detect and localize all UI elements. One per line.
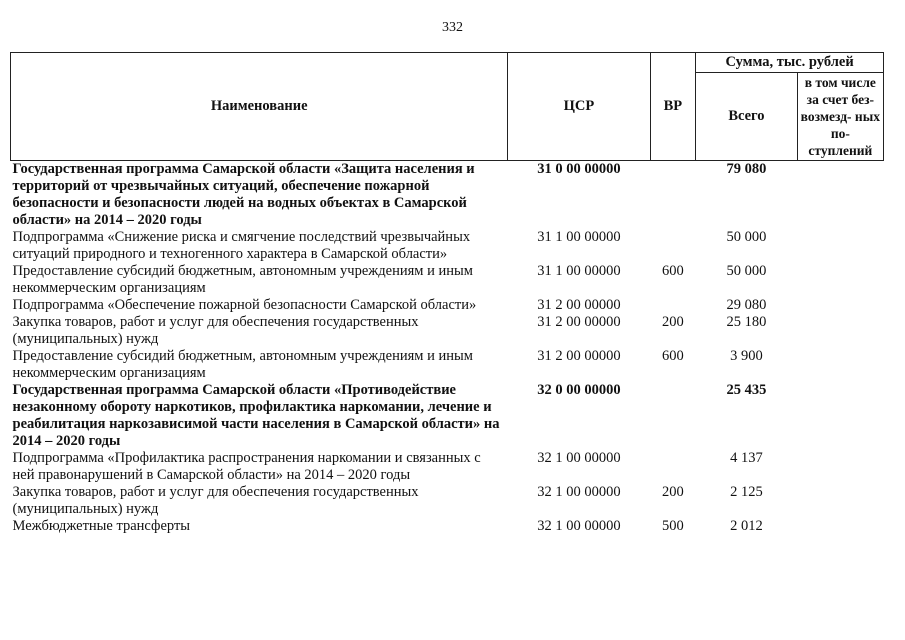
row-total: 3 900 (730, 348, 763, 364)
row-csr: 32 0 00 00000 (537, 382, 621, 398)
row-name: Предоставление субсидий бюджетным, автономным учреждениям и иным некоммерческим организациям (12, 348, 473, 381)
table-row (11, 484, 884, 518)
row-vr (650, 382, 696, 450)
row-total: 2 012 (730, 518, 763, 534)
budget-table (10, 52, 884, 535)
row-vr (650, 229, 696, 263)
row-total: 4 137 (730, 450, 763, 466)
row-vr (650, 450, 696, 484)
row-bez (797, 348, 883, 382)
row-total: 25 435 (726, 382, 767, 398)
row-name: Закупка товаров, работ и услуг для обеспечения государственных (муниципальных) нужд (12, 314, 419, 347)
table-row (11, 314, 884, 348)
page-number: 332 (442, 20, 463, 35)
row-csr: 31 1 00 00000 (537, 229, 621, 245)
row-csr: 31 1 00 00000 (537, 263, 621, 279)
row-name: Предоставление субсидий бюджетным, автономным учреждениям и иным некоммерческим организациям (12, 263, 473, 296)
row-bez (797, 484, 883, 518)
header-sum-group: Сумма, тыс. рублей (696, 53, 884, 73)
row-name: Межбюджетные трансферты (12, 518, 191, 534)
header-total: Всего (696, 73, 798, 161)
row-total: 79 080 (726, 161, 767, 177)
row-vr (650, 297, 696, 314)
row-vr (650, 161, 696, 230)
row-csr: 31 2 00 00000 (537, 297, 621, 313)
row-total: 2 125 (730, 484, 763, 500)
row-name: Подпрограмма «Снижение риска и смягчение последствий чрезвычайных ситуаций природного и техногенного характера в Самарской области» (12, 229, 471, 262)
row-name: Подпрограмма «Профилактика распространения наркомании и связанных с ней правонарушений в Самарской области» на 2014 – 2020 годы (12, 450, 481, 483)
row-name: Подпрограмма «Обеспечение пожарной безопасности Самарской области» (12, 297, 477, 313)
table-row (11, 348, 884, 382)
row-bez (797, 263, 883, 297)
table-row (11, 382, 884, 450)
table-body (11, 161, 884, 536)
row-bez (797, 297, 883, 314)
header-bez: в том числе за счет без- возмезд- ных по- ступлений (797, 73, 883, 161)
row-bez (797, 518, 883, 535)
row-name: Государственная программа Самарской области «Противодействие незаконному обороту наркотиков, профилактика наркомании, лечение и реабилитация наркозависимой части населения в Самарской области» на 2014 – 2020 годы (12, 382, 500, 449)
table-row (11, 518, 884, 535)
table-row (11, 229, 884, 263)
row-csr: 32 1 00 00000 (537, 450, 621, 466)
row-total: 25 180 (726, 314, 767, 330)
row-csr: 31 2 00 00000 (537, 348, 621, 364)
row-vr: 600 (661, 348, 684, 364)
row-csr: 32 1 00 00000 (537, 484, 621, 500)
row-bez (797, 229, 883, 263)
table-row (11, 450, 884, 484)
table-header (11, 53, 884, 161)
table-row (11, 161, 884, 230)
row-bez (797, 314, 883, 348)
row-csr: 32 1 00 00000 (537, 518, 621, 534)
header-name: Наименование (11, 53, 508, 161)
row-total: 50 000 (726, 263, 767, 279)
row-vr: 500 (661, 518, 684, 534)
row-name: Закупка товаров, работ и услуг для обеспечения государственных (муниципальных) нужд (12, 484, 419, 517)
row-total: 50 000 (726, 229, 767, 245)
row-bez (797, 382, 883, 450)
row-bez (797, 161, 883, 230)
row-csr: 31 2 00 00000 (537, 314, 621, 330)
row-vr: 600 (661, 263, 684, 279)
row-csr: 31 0 00 00000 (537, 161, 621, 177)
row-total: 29 080 (726, 297, 767, 313)
row-vr: 200 (661, 314, 684, 330)
row-bez (797, 450, 883, 484)
row-vr: 200 (661, 484, 684, 500)
row-name: Государственная программа Самарской области «Защита населения и территорий от чрезвычайных ситуаций, обеспечение пожарной безопасности и безопасности людей на водных объектах в Самарской области» на 2014 – 2020 годы (12, 161, 475, 228)
header-vr: ВР (650, 53, 696, 161)
table-row (11, 263, 884, 297)
header-csr: ЦСР (508, 53, 650, 161)
table-row (11, 297, 884, 314)
